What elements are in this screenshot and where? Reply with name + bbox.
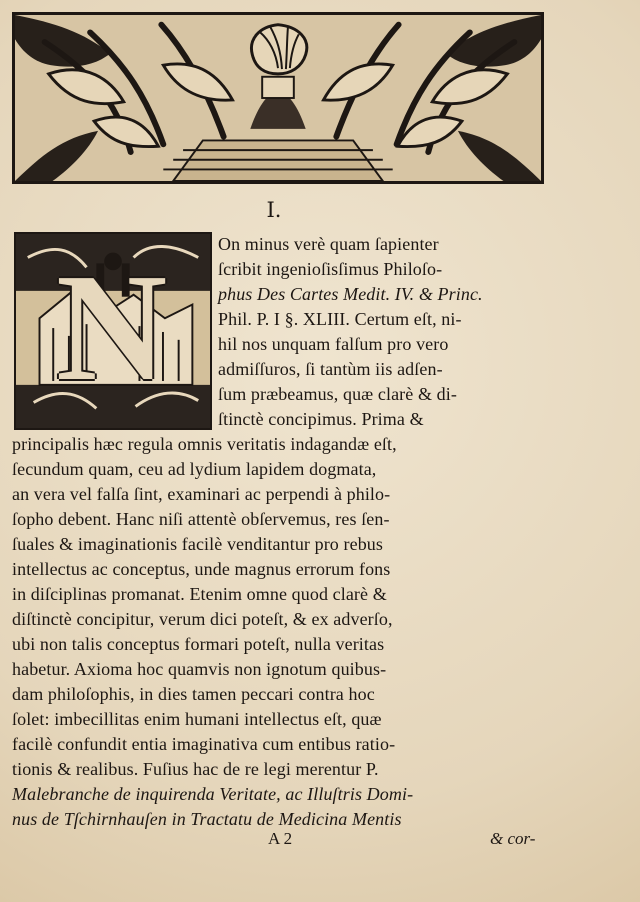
text-line: ſecundum quam, ceu ad lydium lapidem dogmata, xyxy=(12,459,377,479)
headpiece-woodcut-illustration xyxy=(15,15,541,181)
text-line: diſtinctè concipitur, verum dici poteſt, & ex adverſo, xyxy=(12,609,393,629)
text-line: hil nos unquam falſum pro vero xyxy=(218,334,449,354)
catchword: & cor- xyxy=(490,829,536,848)
decorated-initial-letter xyxy=(14,232,212,430)
text-line: Malebranche de inquirenda Veritate, ac Illuſtris Domi- xyxy=(12,784,414,804)
text-line: in diſciplinas promanat. Etenim omne quod clarè & xyxy=(12,584,387,604)
text-line: Phil. P. I §. XLIII. Certum eſt, ni- xyxy=(218,309,462,329)
text-line: ſcribit ingenioſisſimus Philoſo- xyxy=(218,259,443,279)
text-line: intellectus ac conceptus, unde magnus errorum fons xyxy=(12,559,391,579)
text-line: tionis & realibus. Fuſius hac de re legi merentur P. xyxy=(12,759,379,779)
text-line: ſolet: imbecillitas enim humani intellectus eſt, quæ xyxy=(12,709,382,729)
ornamental-headpiece xyxy=(12,12,544,184)
text-line: phus Des Cartes Medit. IV. & Princ. xyxy=(218,284,483,304)
text-line: principalis hæc regula omnis veritatis indagandæ eſt, xyxy=(12,434,397,454)
text-line: nus de Tſchirnhauſen in Tractatu de Medicina Mentis xyxy=(12,809,402,829)
text-line: facilè confundit entia imaginativa cum entibus ratio- xyxy=(12,734,396,754)
drop-cap-letter: N xyxy=(56,243,168,413)
text-line: ſtinctè concipimus. Prima & xyxy=(218,409,424,429)
section-number: I. xyxy=(266,198,282,222)
text-line: admiſſuros, ſi tantùm iis adſen- xyxy=(218,359,443,379)
text-line: dam philoſophis, in dies tamen peccari contra hoc xyxy=(12,684,375,704)
text-line: habetur. Axioma hoc quamvis non ignotum quibus- xyxy=(12,659,387,679)
text-line: ſuales & imaginationis facilè venditantur pro rebus xyxy=(12,534,383,554)
text-line: ſopho debent. Hanc niſi attentè obſervemus, res ſen- xyxy=(12,509,390,529)
text-line: ubi non talis conceptus formari poteſt, nulla veritas xyxy=(12,634,385,654)
text-line: On minus verè quam ſapienter xyxy=(218,234,439,254)
signature-mark: A 2 xyxy=(268,829,293,848)
text-line: an vera vel falſa ſint, examinari ac perpendi à philo- xyxy=(12,484,391,504)
text-line: ſum præbeamus, quæ clarè & di- xyxy=(218,384,457,404)
